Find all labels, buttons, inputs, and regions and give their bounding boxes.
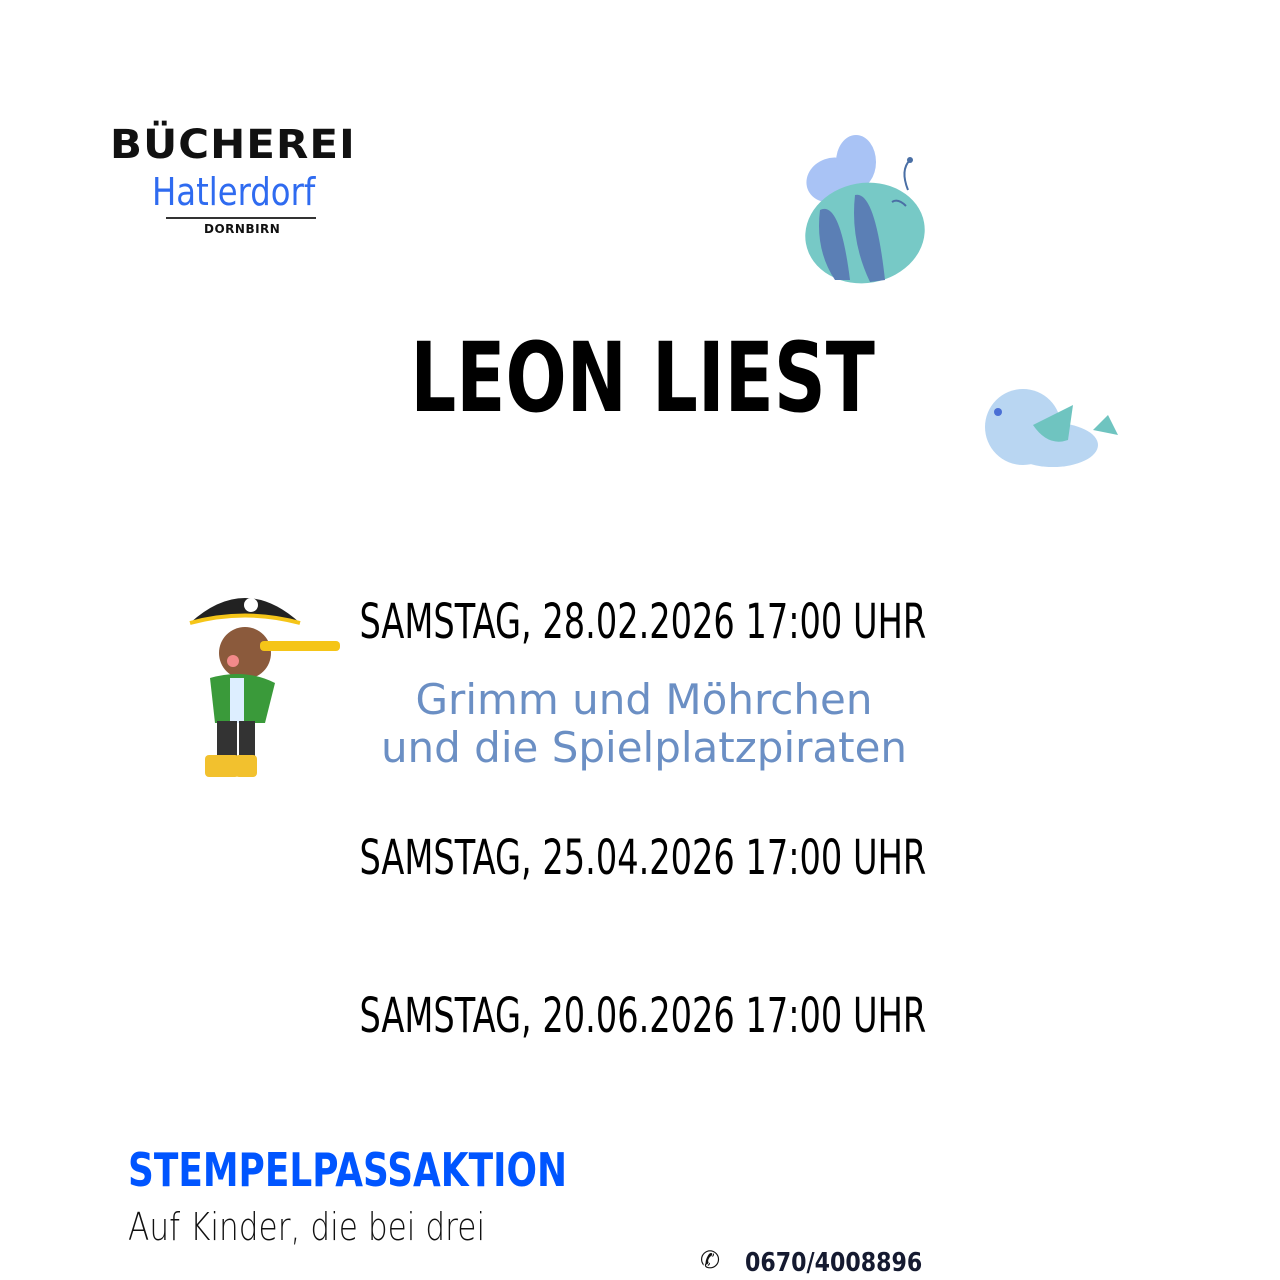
event-1-subtitle-line1: Grimm und Möhrchen (415, 675, 873, 724)
page-title: LEON LIEST (410, 322, 875, 434)
event-1-subtitle-line2: und die Spielplatzpiraten (380, 723, 908, 772)
logo-divider (166, 217, 316, 219)
stempelpass-text: Auf Kinder, die bei drei (128, 1205, 486, 1249)
logo-dornbirn: DORNBIRN (204, 222, 281, 236)
phone-number: 0670/4008896 (745, 1248, 923, 1278)
logo-buecherei: BÜCHEREI (110, 122, 356, 168)
phone-icon: ✆ (700, 1246, 721, 1274)
event-1-date: SAMSTAG, 28.02.2026 17:00 UHR (359, 594, 926, 650)
bee-illustration (780, 130, 940, 290)
stempelpass-heading: STEMPELPASSAKTION (128, 1143, 567, 1197)
event-3-date: SAMSTAG, 20.06.2026 17:00 UHR (359, 988, 926, 1044)
event-2-date: SAMSTAG, 25.04.2026 17:00 UHR (359, 830, 926, 886)
logo-hatlerdorf: Hatlerdorf (152, 170, 316, 214)
